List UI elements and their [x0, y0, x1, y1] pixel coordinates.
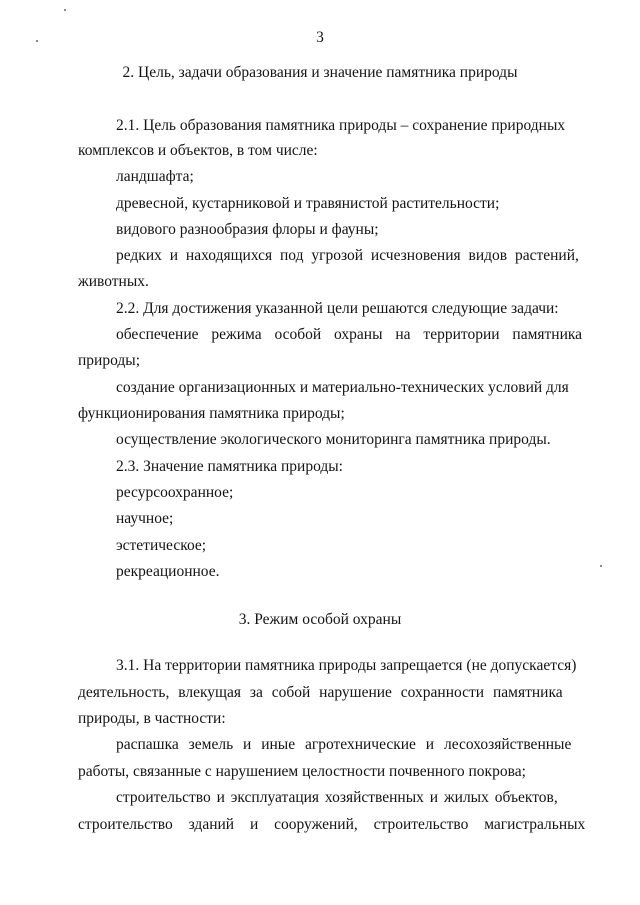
value-item-aesthetic: эстетическое;	[116, 537, 207, 554]
value-item-scientific: научное;	[116, 510, 174, 527]
list-item-rare-species-line-1: редких и находящихся под угрозой исчезновения видов растений,	[116, 247, 579, 264]
paragraph-2-1-line-2: комплексов и объектов, в том числе:	[78, 142, 318, 159]
task-item-1-line-2: природы;	[78, 352, 140, 369]
paragraph-2-2: 2.2. Для достижения указанной цели решаются следующие задачи:	[116, 300, 559, 317]
task-item-2-line-2: функционирования памятника природы;	[78, 405, 345, 422]
list-item-rare-species-line-2: животных.	[78, 273, 149, 290]
scan-speck	[600, 565, 602, 567]
prohibition-item-1-line-2: работы, связанные с нарушением целостности почвенного покрова;	[78, 763, 526, 780]
paragraph-3-1-line-3: природы, в частности:	[78, 710, 226, 727]
section-3-heading: 3. Режим особой охраны	[238, 611, 402, 628]
task-item-3: осуществление экологического мониторинга памятника природы.	[116, 431, 551, 448]
prohibition-item-2-line-2: строительство зданий и сооружений, строительство магистральных	[78, 816, 586, 833]
value-item-resource-protection: ресурсоохранное;	[116, 484, 234, 501]
list-item-landscape: ландшафта;	[116, 168, 194, 185]
task-item-2-line-1: создание организационных и материально-технических условий для	[116, 379, 569, 396]
task-item-1-line-1: обеспечение режима особой охраны на территории памятника	[116, 326, 583, 343]
paragraph-2-1-line-1: 2.1. Цель образования памятника природы – сохранение природных	[116, 117, 566, 134]
paragraph-3-1-line-1: 3.1. На территории памятника природы запрещается (не допускается)	[116, 657, 577, 674]
value-item-recreational: рекреационное.	[116, 563, 220, 580]
page-number: 3	[316, 29, 324, 46]
section-2-heading: 2. Цель, задачи образования и значение памятника природы	[122, 64, 518, 81]
paragraph-2-3: 2.3. Значение памятника природы:	[116, 458, 343, 475]
prohibition-item-2-line-1: строительство и эксплуатация хозяйственных и жилых объектов,	[116, 789, 558, 806]
paragraph-3-1-line-2: деятельность, влекущая за собой нарушение сохранности памятника	[78, 684, 563, 701]
prohibition-item-1-line-1: распашка земель и иные агротехнические и лесохозяйственные	[116, 736, 572, 753]
list-item-vegetation: древесной, кустарниковой и травянистой растительности;	[116, 195, 500, 212]
list-item-biodiversity: видового разнообразия флоры и фауны;	[116, 221, 379, 238]
scan-speck	[64, 9, 66, 11]
